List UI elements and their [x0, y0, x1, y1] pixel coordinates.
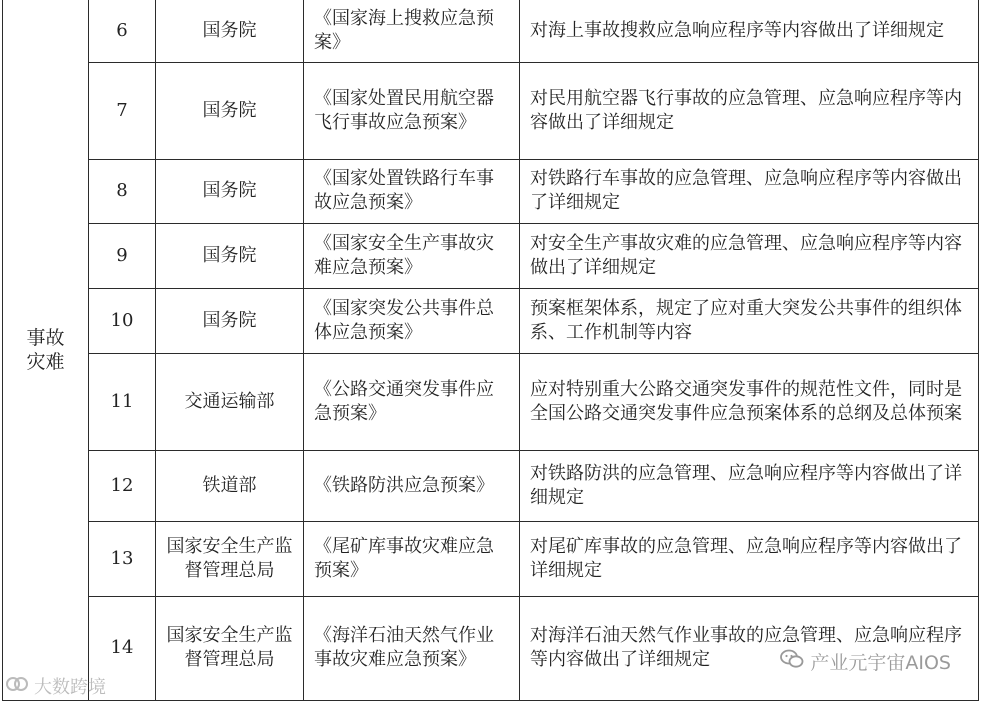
- row-number: 12: [89, 450, 156, 521]
- row-number: 8: [89, 159, 156, 223]
- plan-description: 对铁路防洪的应急管理、应急响应程序等内容做出了详细规定: [520, 450, 979, 521]
- plan-name: 《海洋石油天然气作业事故灾难应急预案》: [304, 596, 520, 700]
- emergency-plan-table: [2, 0, 979, 701]
- wechat-icon: [780, 649, 804, 674]
- table-row: [3, 450, 979, 521]
- brand-logo-icon: [6, 675, 28, 698]
- plan-description: 对尾矿库事故的应急管理、应急响应程序等内容做出了详细规定: [520, 521, 979, 596]
- row-number: 6: [89, 0, 156, 62]
- issuing-org: 国务院: [156, 62, 304, 159]
- issuing-org: 国务院: [156, 159, 304, 223]
- watermark-right: [780, 648, 951, 675]
- watermark-left: [6, 673, 106, 699]
- row-number: 7: [89, 62, 156, 159]
- table-row: [3, 288, 979, 353]
- category-label: 事故 灾难: [26, 326, 65, 373]
- plan-description: 预案框架体系，规定了应对重大突发公共事件的组织体系、工作机制等内容: [520, 288, 979, 353]
- plan-description: 对海洋石油天然气作业事故的应急管理、应急响应程序等内容做出了详细规定: [520, 596, 979, 700]
- plan-name: 《尾矿库事故灾难应急预案》: [304, 521, 520, 596]
- plan-name: 《国家突发公共事件总体应急预案》: [304, 288, 520, 353]
- watermark-left-text: 大数跨境: [34, 677, 106, 698]
- row-number: 13: [89, 521, 156, 596]
- issuing-org: 国务院: [156, 223, 304, 288]
- table-row: [3, 521, 979, 596]
- plan-description: 对安全生产事故灾难的应急管理、应急响应程序等内容做出了详细规定: [520, 223, 979, 288]
- row-number: 9: [89, 223, 156, 288]
- issuing-org: 国家安全生产监督管理总局: [156, 596, 304, 700]
- issuing-org: 国务院: [156, 288, 304, 353]
- category-cell: [3, 0, 89, 700]
- issuing-org: 国家安全生产监督管理总局: [156, 521, 304, 596]
- row-number: 14: [89, 596, 156, 700]
- table-row: [3, 223, 979, 288]
- table-row: [3, 159, 979, 223]
- plan-name: 《公路交通突发事件应急预案》: [304, 353, 520, 450]
- plan-name: 《国家处置铁路行车事故应急预案》: [304, 159, 520, 223]
- issuing-org: 交通运输部: [156, 353, 304, 450]
- plan-name: 《国家处置民用航空器飞行事故应急预案》: [304, 62, 520, 159]
- watermark-right-text: 产业元宇宙AIOS: [810, 652, 951, 674]
- plan-name: 《铁路防洪应急预案》: [304, 450, 520, 521]
- plan-name: 《国家海上搜救应急预案》: [304, 0, 520, 62]
- table-row: [3, 62, 979, 159]
- row-number: 11: [89, 353, 156, 450]
- table-row: [3, 353, 979, 450]
- plan-description: 对民用航空器飞行事故的应急管理、应急响应程序等内容做出了详细规定: [520, 62, 979, 159]
- plan-description: 对铁路行车事故的应急管理、应急响应程序等内容做出了详细规定: [520, 159, 979, 223]
- plan-name: 《国家安全生产事故灾难应急预案》: [304, 223, 520, 288]
- row-number: 10: [89, 288, 156, 353]
- plan-description: 应对特别重大公路交通突发事件的规范性文件，同时是全国公路交通突发事件应急预案体系的总纲及总体预案: [520, 353, 979, 450]
- issuing-org: 国务院: [156, 0, 304, 62]
- issuing-org: 铁道部: [156, 450, 304, 521]
- plan-description: 对海上事故搜救应急响应程序等内容做出了详细规定: [520, 0, 979, 62]
- table-row: [3, 0, 979, 62]
